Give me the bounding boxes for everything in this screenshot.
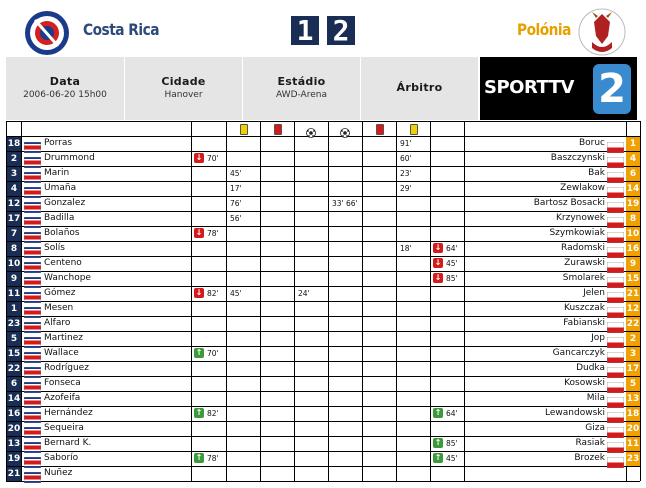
home-player-number: 5 — [7, 332, 21, 346]
home-yellow-card-minute: 45' — [230, 289, 242, 298]
home-yellow-card-minute: 45' — [230, 169, 242, 178]
away-player-name[interactable]: Boruc — [578, 138, 605, 148]
away-player-name[interactable]: Brozek — [574, 453, 605, 463]
grid-line — [396, 121, 397, 481]
grid-line — [6, 256, 640, 257]
city-cell — [125, 57, 242, 120]
away-sub-minute: 64' — [446, 409, 458, 418]
home-player-name[interactable]: Marin — [44, 168, 70, 178]
poland-flag-icon — [607, 423, 624, 434]
poland-flag-icon — [607, 243, 624, 254]
poland-flag-icon — [607, 153, 624, 164]
grid-line — [6, 316, 640, 317]
away-player-number: 6 — [626, 167, 640, 181]
home-player-number: 14 — [7, 394, 21, 404]
costa-rica-flag-icon — [24, 153, 41, 164]
grid-line — [6, 181, 640, 182]
away-sub-minute: 64' — [446, 244, 458, 253]
home-player-number: 16 — [7, 409, 21, 419]
home-player-number: 4 — [7, 182, 21, 196]
referee-label: Árbitro — [396, 81, 443, 94]
grid-line — [6, 211, 640, 212]
home-player-number: 12 — [7, 199, 21, 209]
grid-line — [430, 121, 431, 481]
poland-flag-icon — [607, 378, 624, 389]
city-label: Cidade — [161, 75, 206, 88]
costa-rica-flag-icon — [24, 258, 41, 269]
date-cell — [6, 57, 124, 120]
poland-flag-icon — [607, 213, 624, 224]
home-yellow-card-minute: 56' — [230, 214, 242, 223]
costa-rica-flag-icon — [24, 138, 41, 149]
grid-line — [6, 331, 640, 332]
home-player-number: 3 — [7, 167, 21, 181]
away-player-number: 19 — [626, 199, 640, 209]
costa-rica-flag-icon — [24, 303, 41, 314]
home-player-number: 23 — [7, 319, 21, 329]
grid-line — [6, 346, 640, 347]
home-team-name: Costa Rica — [83, 20, 160, 39]
sub-in-icon: ↑ — [195, 408, 203, 417]
lineup-table — [6, 121, 640, 485]
stadium-label: Estádio — [277, 75, 326, 88]
costa-rica-flag-icon — [24, 333, 41, 344]
home-sub-minute: 70' — [207, 349, 219, 358]
grid-line — [6, 271, 640, 272]
away-player-name[interactable]: Gancarczyk — [552, 348, 605, 358]
away-player-number: 2 — [626, 332, 640, 346]
date-value: 2006-06-20 15h00 — [23, 90, 107, 100]
away-yellow-card-minute: 91' — [400, 139, 412, 148]
home-player-name[interactable]: Porras — [44, 138, 73, 148]
grid-line — [464, 121, 465, 481]
away-player-name[interactable]: Kuszczak — [564, 303, 605, 313]
grid-line — [6, 196, 640, 197]
home-sub-minute: 78' — [207, 229, 219, 238]
home-player-number: 9 — [7, 272, 21, 286]
home-player-number: 1 — [7, 302, 21, 316]
away-player-name[interactable]: Rasiak — [575, 438, 605, 448]
red-card-icon — [274, 124, 282, 135]
grid-line — [6, 466, 640, 467]
poland-flag-icon — [607, 258, 624, 269]
away-sub-minute: 45' — [446, 259, 458, 268]
away-player-number: 3 — [626, 347, 640, 361]
poland-flag-icon — [607, 288, 624, 299]
home-player-number: 18 — [7, 139, 21, 149]
home-player-name[interactable]: Mesen — [44, 303, 74, 313]
poland-flag-icon — [607, 363, 624, 374]
grid-line — [6, 121, 640, 122]
away-player-name[interactable]: Lewandowski — [545, 408, 605, 418]
away-player-number: 4 — [626, 152, 640, 166]
yellow-card-icon — [240, 124, 248, 135]
away-player-number: 22 — [626, 319, 640, 329]
away-player-number: 8 — [626, 212, 640, 226]
sub-in-icon: ↑ — [195, 348, 203, 357]
home-player-number: 10 — [7, 259, 21, 269]
costa-rica-flag-icon — [24, 393, 41, 404]
poland-flag-icon — [607, 228, 624, 239]
costa-rica-flag-icon — [24, 168, 41, 179]
away-sub-minute: 85' — [446, 439, 458, 448]
grid-line — [6, 436, 640, 437]
home-player-name[interactable]: Rodríguez — [44, 363, 89, 373]
city-value: Hanover — [164, 90, 203, 100]
away-player-number: 15 — [626, 274, 640, 284]
home-player-name[interactable]: Alfaro — [44, 318, 71, 328]
grid-line — [6, 376, 640, 377]
sub-out-icon: ↓ — [434, 258, 442, 267]
sporttv-channel-badge: 2 — [593, 64, 631, 114]
costa-rica-flag-icon — [24, 183, 41, 194]
date-label: Data — [49, 75, 81, 88]
grid-line — [6, 151, 640, 152]
poland-flag-icon — [607, 438, 624, 449]
home-sub-minute: 78' — [207, 454, 219, 463]
away-score: 2 — [327, 16, 355, 45]
away-player-number: 18 — [626, 409, 640, 419]
home-player-name[interactable]: Wallace — [44, 348, 79, 358]
ball-icon — [340, 123, 350, 133]
grid-line — [6, 421, 640, 422]
away-yellow-card-minute: 60' — [400, 154, 412, 163]
poland-flag-icon — [607, 168, 624, 179]
away-yellow-card-minute: 18' — [400, 244, 412, 253]
grid-line — [6, 406, 640, 407]
sub-out-icon: ↓ — [195, 228, 203, 237]
home-player-name[interactable]: Sequeira — [44, 423, 84, 433]
home-player-number: 11 — [7, 289, 21, 299]
away-yellow-card-minute: 29' — [400, 184, 412, 193]
costa-rica-flag-icon — [24, 318, 41, 329]
home-player-name[interactable]: Gonzalez — [44, 198, 86, 208]
grid-line — [21, 121, 22, 481]
grid-line — [294, 121, 295, 481]
costa-rica-crest — [22, 10, 72, 56]
sub-in-icon: ↑ — [434, 453, 442, 462]
away-sub-minute: 45' — [446, 454, 458, 463]
home-player-number: 13 — [7, 439, 21, 449]
grid-line — [6, 361, 640, 362]
home-player-name[interactable]: Bernard K. — [44, 438, 92, 448]
away-player-name[interactable]: Szymkowiak — [549, 228, 605, 238]
home-sub-minute: 70' — [207, 154, 219, 163]
home-player-name[interactable]: Badilla — [44, 213, 75, 223]
grid-line — [640, 121, 641, 481]
costa-rica-flag-icon — [24, 198, 41, 209]
away-player-name[interactable]: Bartosz Bosacki — [533, 198, 605, 208]
home-sub-minute: 82' — [207, 289, 219, 298]
home-player-name[interactable]: Solís — [44, 243, 65, 253]
costa-rica-flag-icon — [24, 438, 41, 449]
costa-rica-flag-icon — [24, 273, 41, 284]
grid-line — [226, 121, 227, 481]
home-player-name[interactable]: Saborío — [44, 453, 79, 463]
grid-line — [6, 166, 640, 167]
poland-flag-icon — [607, 318, 624, 329]
costa-rica-flag-icon — [24, 423, 41, 434]
costa-rica-flag-icon — [24, 408, 41, 419]
poland-flag-icon — [607, 273, 624, 284]
away-player-name[interactable]: Zewlakow — [560, 183, 605, 193]
away-player-number: 16 — [626, 244, 640, 254]
home-player-number: 21 — [7, 469, 21, 479]
home-yellow-card-minute: 17' — [230, 184, 242, 193]
home-player-name[interactable]: Wanchope — [44, 273, 91, 283]
away-player-number: 17 — [626, 364, 640, 374]
poland-flag-icon — [607, 333, 624, 344]
grid-line — [6, 226, 640, 227]
sub-out-icon: ↓ — [195, 288, 203, 297]
home-player-number: 2 — [7, 152, 21, 166]
costa-rica-flag-icon — [24, 468, 41, 479]
home-player-name[interactable]: Hernández — [44, 408, 93, 418]
away-player-name[interactable]: Jelen — [583, 288, 605, 298]
poland-flag-icon — [607, 138, 624, 149]
costa-rica-flag-icon — [24, 378, 41, 389]
poland-flag-icon — [607, 393, 624, 404]
grid-line — [6, 136, 640, 137]
home-goal-minute: 24' — [298, 289, 310, 298]
sub-out-icon: ↓ — [434, 243, 442, 252]
referee-cell — [361, 57, 478, 120]
home-player-name[interactable]: Martinez — [44, 333, 83, 343]
away-yellow-card-minute: 23' — [400, 169, 412, 178]
home-player-name[interactable]: Nuñez — [44, 468, 73, 478]
sub-out-icon: ↓ — [195, 153, 203, 162]
away-goal-minute: 33' 66' — [332, 199, 358, 208]
grid-line — [6, 286, 640, 287]
away-player-number: 14 — [626, 184, 640, 194]
grid-line — [362, 121, 363, 481]
poland-flag-icon — [607, 348, 624, 359]
grid-line — [6, 481, 640, 482]
match-info-bar — [6, 57, 478, 120]
away-player-number: 13 — [626, 394, 640, 404]
stadium-value: AWD-Arena — [276, 90, 327, 100]
costa-rica-flag-icon — [24, 213, 41, 224]
sub-in-icon: ↑ — [434, 408, 442, 417]
away-player-number: 12 — [626, 304, 640, 314]
grid-line — [6, 391, 640, 392]
away-player-name[interactable]: Krzynowek — [556, 213, 605, 223]
stadium-cell — [243, 57, 360, 120]
grid-line — [6, 241, 640, 242]
poland-flag-icon — [607, 198, 624, 209]
sporttv-logo-text: SPORTTV — [484, 77, 574, 98]
away-player-number: 11 — [626, 439, 640, 449]
away-player-number: 21 — [626, 289, 640, 299]
away-player-name[interactable]: Kosowski — [564, 378, 605, 388]
costa-rica-flag-icon — [24, 288, 41, 299]
away-player-name[interactable]: Bak — [588, 168, 605, 178]
away-player-number: 1 — [626, 137, 640, 151]
away-player-number: 20 — [626, 424, 640, 434]
away-player-number: 23 — [626, 454, 640, 464]
home-player-name[interactable]: Umaña — [44, 183, 77, 193]
home-yellow-card-minute: 76' — [230, 199, 242, 208]
sub-in-icon: ↑ — [195, 453, 203, 462]
red-card-icon — [376, 124, 384, 135]
home-score: 1 — [291, 16, 319, 45]
home-player-name[interactable]: Centeno — [44, 258, 82, 268]
costa-rica-flag-icon — [24, 243, 41, 254]
poland-flag-icon — [607, 453, 624, 464]
yellow-card-icon — [410, 124, 418, 135]
away-player-number: 5 — [626, 377, 640, 391]
grid-line — [6, 451, 640, 452]
sporttv-logo — [480, 57, 637, 120]
away-sub-minute: 85' — [446, 274, 458, 283]
home-player-number: 8 — [7, 242, 21, 256]
costa-rica-flag-icon — [24, 453, 41, 464]
grid-line — [191, 121, 192, 481]
poland-flag-icon — [607, 408, 624, 419]
home-sub-minute: 82' — [207, 409, 219, 418]
home-player-number: 20 — [7, 424, 21, 434]
ball-icon — [306, 123, 316, 133]
away-player-name[interactable]: Giza — [585, 423, 605, 433]
home-player-name[interactable]: Azofeifa — [44, 393, 81, 403]
away-player-name[interactable]: Zurawski — [564, 258, 605, 268]
costa-rica-flag-icon — [24, 363, 41, 374]
away-player-name[interactable]: Dudka — [576, 363, 605, 373]
home-player-number: 15 — [7, 349, 21, 359]
home-player-number: 7 — [7, 227, 21, 241]
grid-line — [6, 301, 640, 302]
home-player-number: 6 — [7, 377, 21, 391]
sub-in-icon: ↑ — [434, 438, 442, 447]
poland-flag-icon — [607, 303, 624, 314]
away-team-name: Polónia — [517, 20, 571, 39]
home-player-number: 17 — [7, 214, 21, 224]
away-player-name[interactable]: Radomski — [561, 243, 605, 253]
poland-crest — [578, 8, 626, 56]
poland-flag-icon — [607, 183, 624, 194]
home-player-name[interactable]: Gómez — [44, 288, 76, 298]
home-player-name[interactable]: Drummond — [44, 153, 95, 163]
away-player-number: 9 — [626, 257, 640, 271]
away-player-name[interactable]: Baszczynski — [550, 153, 605, 163]
costa-rica-flag-icon — [24, 348, 41, 359]
home-player-number: 22 — [7, 364, 21, 374]
sub-out-icon: ↓ — [434, 273, 442, 282]
home-player-name[interactable]: Bolaños — [44, 228, 80, 238]
away-player-number: 10 — [626, 229, 640, 239]
away-player-name[interactable]: Smolarek — [562, 273, 605, 283]
grid-line — [328, 121, 329, 481]
away-player-name[interactable]: Fabianski — [563, 318, 605, 328]
home-player-name[interactable]: Fonseca — [44, 378, 81, 388]
home-player-number: 19 — [7, 454, 21, 464]
away-player-name[interactable]: Jop — [591, 333, 605, 343]
away-player-name[interactable]: Mila — [586, 393, 605, 403]
costa-rica-flag-icon — [24, 228, 41, 239]
grid-line — [260, 121, 261, 481]
